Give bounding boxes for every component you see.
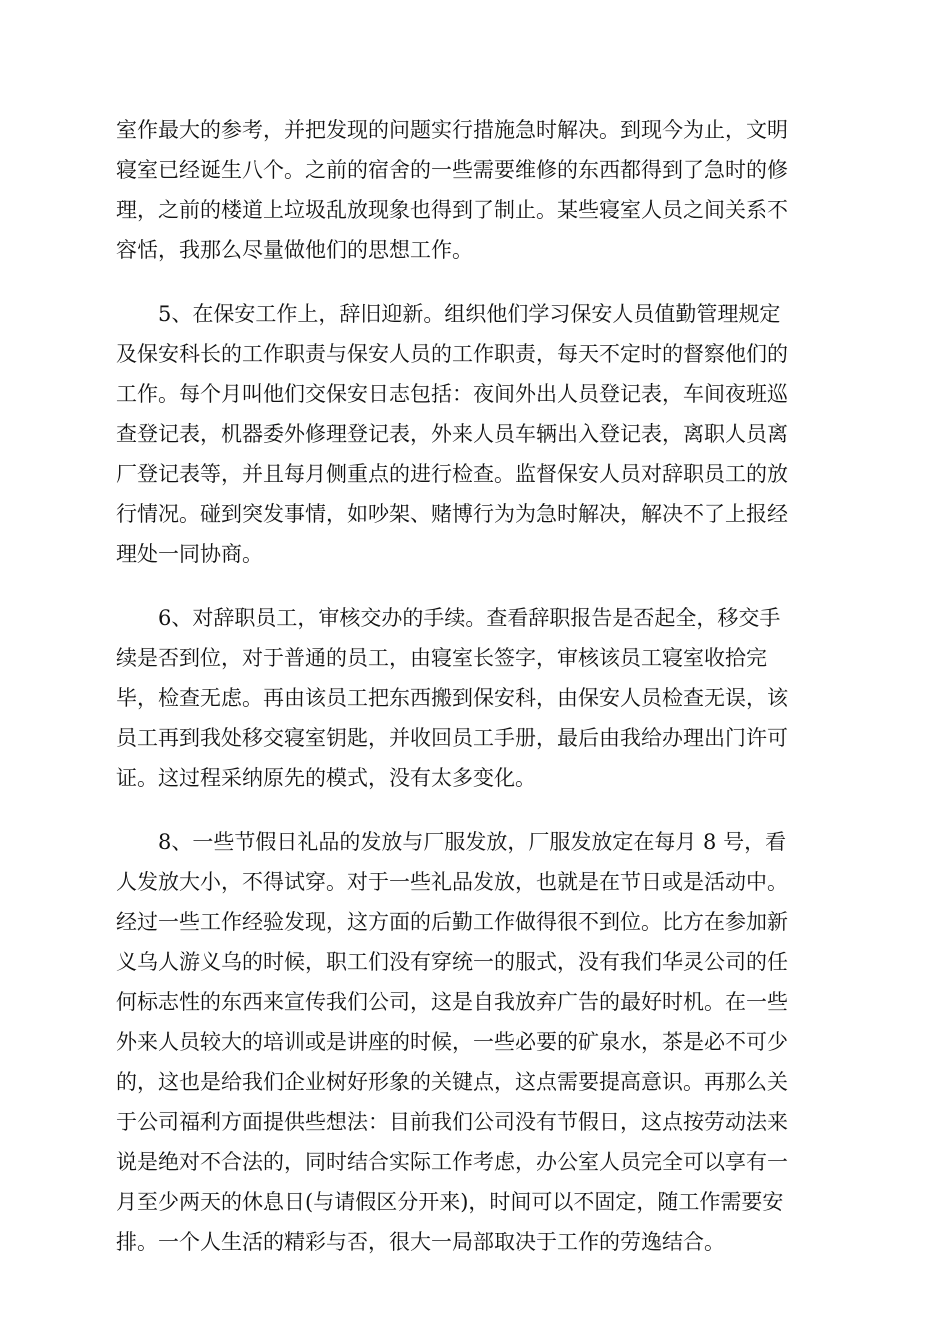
paragraph-4-line-11: 排。一个人生活的精彩与否，很大一局部取决于工作的劳逸结合。 bbox=[116, 1230, 725, 1254]
paragraph-4-line-6: 外来人员较大的培训或是讲座的时候，一些必要的矿泉水，茶是必不可少 bbox=[116, 1030, 788, 1054]
paragraph-2-line-4: 查登记表，机器委外修理登记表，外来人员车辆出入登记表，离职人员离 bbox=[116, 422, 788, 446]
paragraph-2-line-2: 及保安科长的工作职责与保安人员的工作职责，每天不定时的督察他们的 bbox=[116, 342, 788, 366]
paragraph-4-line-2: 人发放大小，不得试穿。对于一些礼品发放，也就是在节日或是活动中。 bbox=[116, 870, 788, 894]
paragraph-4-line-10: 月至少两天的休息日(与请假区分开来)，时间可以不固定，随工作需要安 bbox=[116, 1190, 784, 1214]
paragraph-4-line-4: 义乌人游义乌的时候，职工们没有穿统一的服式，没有我们华灵公司的任 bbox=[116, 950, 788, 974]
paragraph-3-line-4: 员工再到我处移交寝室钥匙，并收回员工手册，最后由我给办理出门许可 bbox=[116, 726, 788, 750]
paragraph-4-line-1: 8、一些节假日礼品的发放与厂服发放，厂服发放定在每月 8 号，看 bbox=[158, 830, 787, 854]
paragraph-3-line-2: 续是否到位，对于普通的员工，由寝室长签字，审核该员工寝室收拾完 bbox=[116, 646, 767, 670]
paragraph-1-line-3: 理，之前的楼道上垃圾乱放现象也得到了制止。某些寝室人员之间关系不 bbox=[116, 198, 788, 222]
paragraph-2-line-3: 工作。每个月叫他们交保安日志包括：夜间外出人员登记表，车间夜班巡 bbox=[116, 382, 788, 406]
paragraph-4-line-9: 说是绝对不合法的，同时结合实际工作考虑，办公室人员完全可以享有一 bbox=[116, 1150, 788, 1174]
paragraph-2-line-1: 5、在保安工作上，辞旧迎新。组织他们学习保安人员值勤管理规定 bbox=[158, 302, 781, 326]
paragraph-1-line-2: 寝室已经诞生八个。之前的宿舍的一些需要维修的东西都得到了急时的修 bbox=[116, 158, 788, 182]
paragraph-4-line-7: 的，这也是给我们企业树好形象的关键点，这点需要提高意识。再那么关 bbox=[116, 1070, 788, 1094]
paragraph-1-line-4: 容恬，我那么尽量做他们的思想工作。 bbox=[116, 238, 473, 262]
paragraph-2-line-6: 行情况。碰到突发事情，如吵架、赌博行为为急时解决，解决不了上报经 bbox=[116, 502, 788, 526]
paragraph-4-line-3: 经过一些工作经验发现，这方面的后勤工作做得很不到位。比方在参加新 bbox=[116, 910, 788, 934]
paragraph-2-line-7: 理处一同协商。 bbox=[116, 542, 263, 566]
paragraph-3-line-5: 证。这过程采纳原先的模式，没有太多变化。 bbox=[116, 766, 536, 790]
paragraph-1-line-1: 室作最大的参考，并把发现的问题实行措施急时解决。到现今为止，文明 bbox=[116, 118, 788, 142]
paragraph-3-line-3: 毕，检查无虑。再由该员工把东西搬到保安科，由保安人员检查无误，该 bbox=[116, 686, 788, 710]
paragraph-2-line-5: 厂登记表等，并且每月侧重点的进行检查。监督保安人员对辞职员工的放 bbox=[116, 462, 788, 486]
paragraph-3-line-1: 6、对辞职员工，审核交办的手续。查看辞职报告是否起全，移交手 bbox=[158, 606, 781, 630]
paragraph-4-line-8: 于公司福利方面提供些想法：目前我们公司没有节假日，这点按劳动法来 bbox=[116, 1110, 788, 1134]
paragraph-4-line-5: 何标志性的东西来宣传我们公司，这是自我放弃广告的最好时机。在一些 bbox=[116, 990, 788, 1014]
